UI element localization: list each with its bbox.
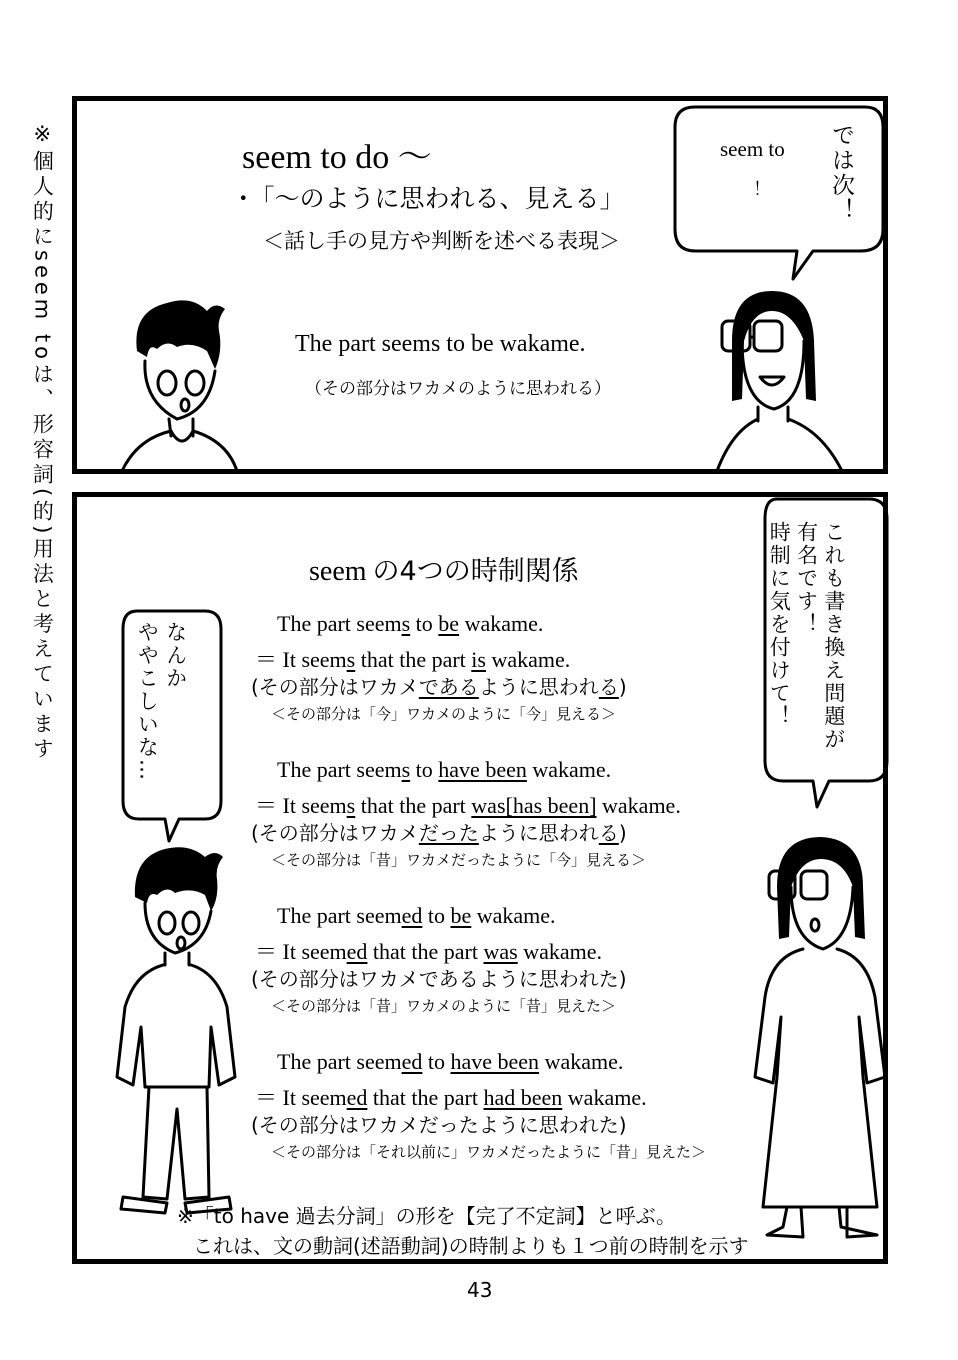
rewrite-sentence-segment: wakame. bbox=[562, 1085, 647, 1110]
interpretation: ＜その部分は「今」ワカメのように「今」見える＞ bbox=[271, 705, 617, 723]
rewrite-sentence-segment: that the part bbox=[355, 793, 472, 818]
rewrite-sentence-segment: ＝ It seem bbox=[255, 647, 347, 672]
example-sentence bbox=[277, 757, 611, 783]
girl-illustration bbox=[692, 281, 852, 471]
example-sentence bbox=[277, 1049, 623, 1075]
example-sentence-segment: have been bbox=[450, 1049, 540, 1074]
rewrite-sentence-segment: was[has been] bbox=[471, 793, 597, 818]
rewrite-sentence-segment: ＝ It seem bbox=[255, 939, 347, 964]
page-number: 43 bbox=[467, 1278, 493, 1302]
example-sentence-segment: have been bbox=[438, 757, 527, 782]
example-sentence-segment: wakame. bbox=[526, 757, 612, 782]
translation-segment: (その部分はワカメだったように思われた) bbox=[251, 1113, 627, 1137]
boy-illustration bbox=[97, 291, 247, 471]
translation-segment: だった bbox=[418, 821, 479, 845]
rewrite-sentence-segment: s bbox=[346, 647, 356, 672]
rewrite-sentence-segment: wakame. bbox=[596, 793, 681, 818]
example-sentence-segment: to bbox=[422, 903, 451, 928]
translation-segment: る bbox=[598, 675, 619, 699]
interpretation: ＜その部分は「昔」ワカメだったように「今」見える＞ bbox=[271, 851, 647, 869]
rewrite-sentence-segment: that the part bbox=[367, 939, 484, 964]
speech-bubble bbox=[665, 101, 890, 286]
panel1-example-jp: （その部分はワカメのように思われる） bbox=[305, 379, 611, 399]
girl-standing-illustration bbox=[747, 827, 893, 1247]
translation-segment: る bbox=[598, 821, 619, 845]
rewrite-sentence-segment: wakame. bbox=[517, 939, 603, 964]
example-sentence-segment: ed bbox=[401, 1049, 423, 1074]
rewrite-sentence-segment: is bbox=[471, 647, 486, 672]
rewrite-sentence-segment: s bbox=[346, 793, 356, 818]
note-2: これは、文の動詞(述語動詞)の時制よりも１つ前の時制を示す bbox=[193, 1234, 749, 1258]
example-sentence-segment: The part seem bbox=[277, 1049, 402, 1074]
example-sentence bbox=[277, 903, 556, 929]
translation-segment: ) bbox=[618, 821, 627, 845]
example-sentence-segment: s bbox=[401, 611, 411, 636]
example-sentence-segment: wakame. bbox=[539, 1049, 624, 1074]
panel1-description: ＜話し手の見方や判断を述べる表現＞ bbox=[263, 229, 620, 253]
panel2-title-jp: の4つの時制関係 bbox=[372, 556, 579, 587]
translation bbox=[251, 963, 627, 992]
panel-1 bbox=[72, 96, 888, 474]
bubble-exclamation: ！ bbox=[753, 179, 771, 200]
panel2-title-en: seem bbox=[309, 556, 367, 587]
translation-segment: (その部分はワカメ bbox=[251, 821, 419, 845]
interpretation: ＜その部分は「昔」ワカメのように「昔」見えた＞ bbox=[271, 997, 617, 1015]
panel2-title bbox=[309, 549, 579, 588]
rewrite-sentence bbox=[255, 935, 602, 966]
translation bbox=[251, 817, 627, 846]
rewrite-sentence-segment: had been bbox=[483, 1085, 563, 1110]
rewrite-sentence bbox=[255, 1081, 647, 1112]
example-sentence-segment: The part seem bbox=[277, 611, 402, 636]
example-sentence-segment: s bbox=[401, 757, 411, 782]
boy-standing-illustration bbox=[105, 837, 255, 1217]
rewrite-sentence-segment: wakame. bbox=[485, 647, 571, 672]
left-bubble-text: なんか ややこしいな… bbox=[135, 621, 188, 782]
translation bbox=[251, 1109, 627, 1138]
bubble-seem-to: seem to bbox=[720, 137, 785, 161]
panel-2 bbox=[72, 492, 888, 1264]
example-sentence-segment: to bbox=[410, 757, 439, 782]
example-sentence-segment: wakame. bbox=[471, 903, 556, 928]
rewrite-sentence-segment: ed bbox=[346, 1085, 368, 1110]
translation-segment: である bbox=[418, 675, 479, 699]
translation-segment: ように思われ bbox=[478, 675, 599, 699]
translation-segment: ように思われ bbox=[478, 821, 599, 845]
translation-segment: ) bbox=[618, 675, 627, 699]
example-sentence-segment: wakame. bbox=[459, 611, 544, 636]
note-1: ※「to have 過去分詞」の形を【完了不定詞】と呼ぶ。 bbox=[177, 1204, 677, 1228]
example-sentence-segment: ed bbox=[401, 903, 423, 928]
translation-segment: (その部分はワカメであるように思われた) bbox=[251, 967, 627, 991]
rewrite-sentence bbox=[255, 789, 681, 820]
side-note: ※個人的にseem toは、形容詞(的)用法と考えています bbox=[30, 122, 55, 763]
example-sentence-segment: be bbox=[450, 903, 472, 928]
bubble-next: では次！ bbox=[828, 123, 855, 223]
interpretation: ＜その部分は「それ以前に」ワカメだったように「昔」見えた＞ bbox=[271, 1143, 707, 1161]
translation-segment: (その部分はワカメ bbox=[251, 675, 419, 699]
rewrite-sentence bbox=[255, 643, 570, 674]
panel1-meaning: ･「～のように思われる、見える」 bbox=[237, 184, 625, 213]
example-sentence-segment: to bbox=[422, 1049, 451, 1074]
right-bubble-text: これも書き換え問題が 有名です！ 時制に気を付けて！ bbox=[767, 521, 846, 751]
panel1-example-en: The part seems to be wakame. bbox=[295, 331, 586, 357]
translation bbox=[251, 671, 627, 700]
example-sentence-segment: be bbox=[438, 611, 460, 636]
example-sentence-segment: to bbox=[410, 611, 439, 636]
example-sentence-segment: The part seem bbox=[277, 757, 402, 782]
rewrite-sentence-segment: that the part bbox=[355, 647, 472, 672]
example-sentence bbox=[277, 611, 543, 637]
rewrite-sentence-segment: that the part bbox=[367, 1085, 484, 1110]
rewrite-sentence-segment: ＝ It seem bbox=[255, 793, 347, 818]
example-sentence-segment: The part seem bbox=[277, 903, 402, 928]
rewrite-sentence-segment: was bbox=[483, 939, 518, 964]
rewrite-sentence-segment: ed bbox=[346, 939, 368, 964]
rewrite-sentence-segment: ＝ It seem bbox=[255, 1085, 347, 1110]
panel1-title: seem to do ～ bbox=[242, 139, 432, 176]
